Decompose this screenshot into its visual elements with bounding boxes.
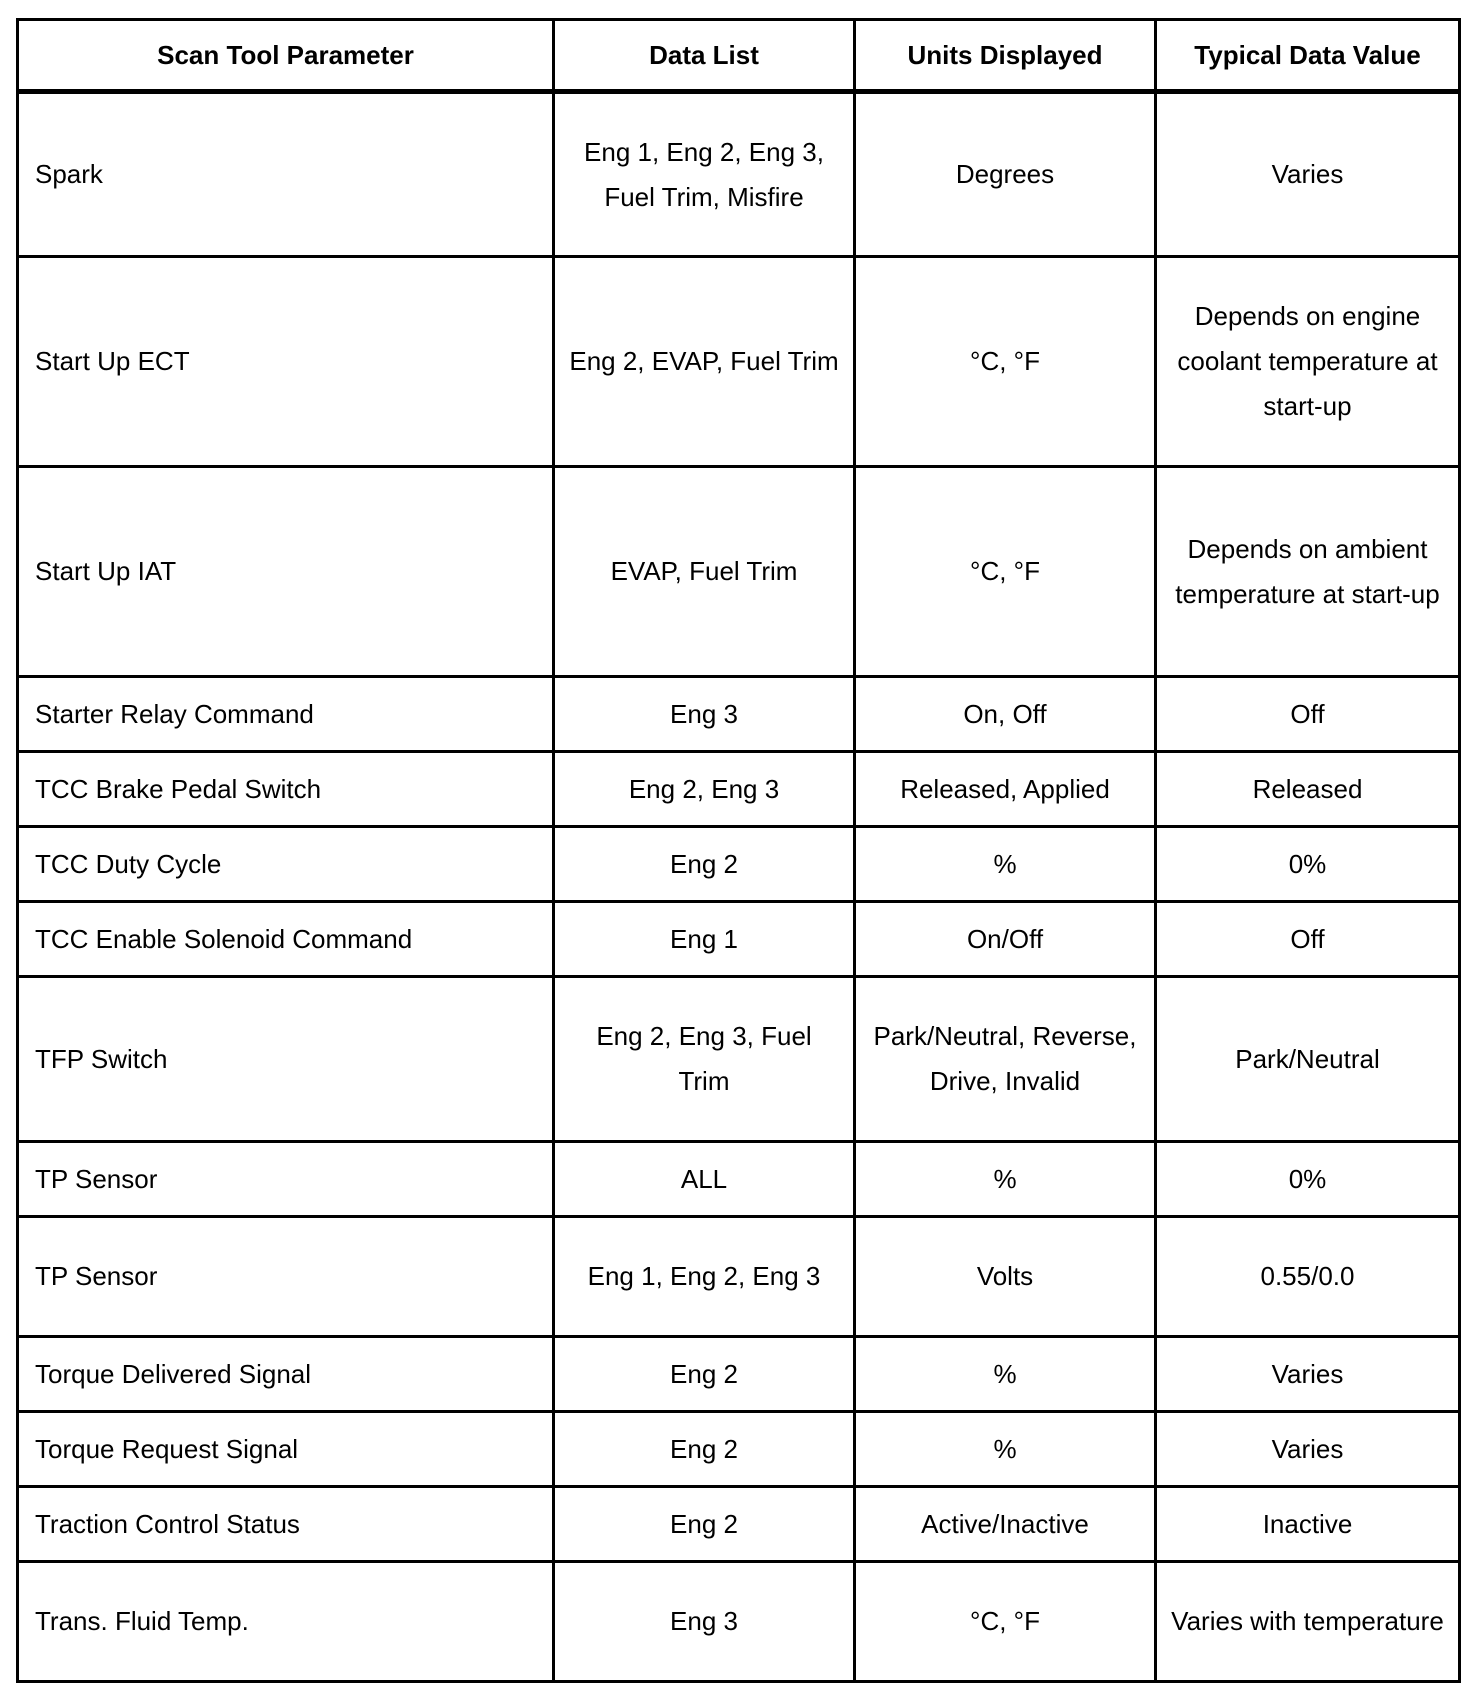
cell-data-list: Eng 1, Eng 2, Eng 3 <box>554 1217 855 1337</box>
scan-tool-data-table <box>16 18 1461 1683</box>
cell-units: °C, °F <box>855 257 1156 467</box>
cell-typical-value: Park/Neutral <box>1156 977 1460 1142</box>
table-row <box>18 827 1460 902</box>
cell-typical-value: Varies <box>1156 1412 1460 1487</box>
cell-typical-value: 0.55/0.0 <box>1156 1217 1460 1337</box>
cell-units: °C, °F <box>855 1562 1156 1682</box>
cell-data-list: Eng 2 <box>554 1337 855 1412</box>
cell-typical-value: Varies <box>1156 92 1460 257</box>
cell-units: Active/Inactive <box>855 1487 1156 1562</box>
cell-parameter: Start Up IAT <box>18 467 554 677</box>
table-row <box>18 467 1460 677</box>
table-row <box>18 1487 1460 1562</box>
cell-parameter: TCC Brake Pedal Switch <box>18 752 554 827</box>
cell-data-list: Eng 2 <box>554 1487 855 1562</box>
cell-units: Degrees <box>855 92 1156 257</box>
cell-units: % <box>855 1142 1156 1217</box>
header-units-displayed: Units Displayed <box>855 20 1156 92</box>
table-row <box>18 92 1460 257</box>
cell-units: % <box>855 1337 1156 1412</box>
header-row <box>18 20 1460 92</box>
cell-parameter: TP Sensor <box>18 1217 554 1337</box>
cell-parameter: Torque Delivered Signal <box>18 1337 554 1412</box>
cell-typical-value: 0% <box>1156 827 1460 902</box>
cell-data-list: Eng 1, Eng 2, Eng 3, Fuel Trim, Misfire <box>554 92 855 257</box>
cell-parameter: TCC Duty Cycle <box>18 827 554 902</box>
table-row <box>18 977 1460 1142</box>
cell-data-list: Eng 2, EVAP, Fuel Trim <box>554 257 855 467</box>
table-row <box>18 1142 1460 1217</box>
cell-typical-value: Varies <box>1156 1337 1460 1412</box>
table-row <box>18 1562 1460 1682</box>
table-row <box>18 677 1460 752</box>
table-row <box>18 1337 1460 1412</box>
cell-parameter: Spark <box>18 92 554 257</box>
cell-units: Park/Neutral, Reverse, Drive, Invalid <box>855 977 1156 1142</box>
cell-data-list: Eng 3 <box>554 1562 855 1682</box>
header-typical-data-value: Typical Data Value <box>1156 20 1460 92</box>
cell-units: Volts <box>855 1217 1156 1337</box>
cell-parameter: TFP Switch <box>18 977 554 1142</box>
table-row <box>18 257 1460 467</box>
table-body <box>18 92 1460 1682</box>
cell-typical-value: Varies with temperature <box>1156 1562 1460 1682</box>
cell-typical-value: Inactive <box>1156 1487 1460 1562</box>
cell-typical-value: Depends on engine coolant temperature at start-up <box>1156 257 1460 467</box>
header-data-list: Data List <box>554 20 855 92</box>
cell-units: % <box>855 827 1156 902</box>
cell-units: % <box>855 1412 1156 1487</box>
cell-units: On/Off <box>855 902 1156 977</box>
cell-units: Released, Applied <box>855 752 1156 827</box>
cell-parameter: TP Sensor <box>18 1142 554 1217</box>
cell-data-list: ALL <box>554 1142 855 1217</box>
table-row <box>18 752 1460 827</box>
cell-parameter: TCC Enable Solenoid Command <box>18 902 554 977</box>
cell-typical-value: Released <box>1156 752 1460 827</box>
cell-parameter: Trans. Fluid Temp. <box>18 1562 554 1682</box>
cell-parameter: Traction Control Status <box>18 1487 554 1562</box>
cell-units: On, Off <box>855 677 1156 752</box>
cell-data-list: Eng 2, Eng 3 <box>554 752 855 827</box>
cell-data-list: Eng 3 <box>554 677 855 752</box>
cell-data-list: EVAP, Fuel Trim <box>554 467 855 677</box>
cell-units: °C, °F <box>855 467 1156 677</box>
cell-parameter: Starter Relay Command <box>18 677 554 752</box>
cell-data-list: Eng 1 <box>554 902 855 977</box>
table-row <box>18 902 1460 977</box>
cell-typical-value: Off <box>1156 902 1460 977</box>
cell-typical-value: Depends on ambient temperature at start-up <box>1156 467 1460 677</box>
cell-data-list: Eng 2 <box>554 827 855 902</box>
cell-typical-value: Off <box>1156 677 1460 752</box>
cell-parameter: Start Up ECT <box>18 257 554 467</box>
header-scan-tool-parameter: Scan Tool Parameter <box>18 20 554 92</box>
cell-data-list: Eng 2, Eng 3, Fuel Trim <box>554 977 855 1142</box>
cell-data-list: Eng 2 <box>554 1412 855 1487</box>
cell-typical-value: 0% <box>1156 1142 1460 1217</box>
table-row <box>18 1412 1460 1487</box>
table-header <box>18 20 1460 92</box>
cell-parameter: Torque Request Signal <box>18 1412 554 1487</box>
table-row <box>18 1217 1460 1337</box>
